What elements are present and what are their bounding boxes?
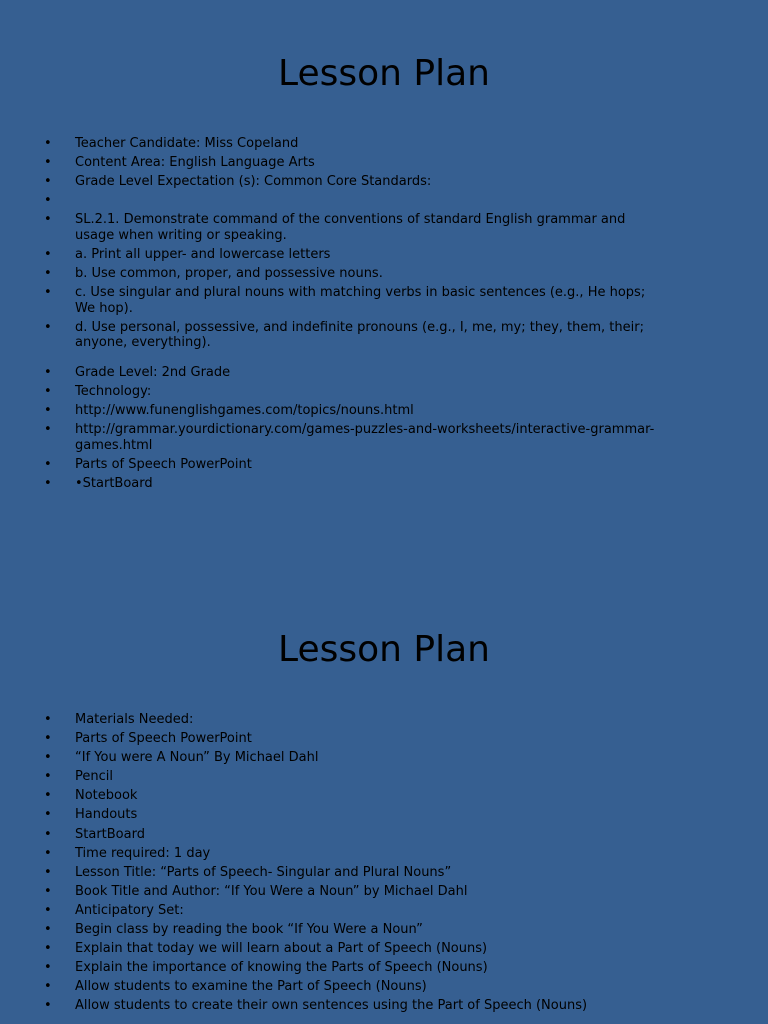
- bullet-list: [0, 136, 665, 495]
- list-item-text: Technology:: [75, 383, 152, 399]
- bullet-icon: •: [44, 212, 52, 228]
- list-item: [0, 212, 665, 243]
- bullet-icon: •: [44, 826, 52, 842]
- bullet-icon: •: [44, 285, 52, 301]
- list-item: [0, 136, 665, 152]
- list-item: [0, 384, 665, 400]
- bullet-icon: •: [44, 422, 52, 438]
- bullet-icon: •: [44, 845, 52, 861]
- bullet-icon: •: [44, 402, 52, 418]
- list-item-text: Begin class by reading the book “If You Were a Noun”: [75, 922, 423, 938]
- slide-2: [0, 576, 768, 1024]
- bullet-icon: •: [44, 960, 52, 976]
- bullet-icon: •: [44, 246, 52, 262]
- list-item: [0, 807, 665, 823]
- list-item-text: Pencil: [75, 769, 113, 785]
- bullet-icon: •: [44, 155, 52, 171]
- list-item-text: Notebook: [75, 788, 138, 804]
- bullet-icon: •: [44, 998, 52, 1014]
- bullet-icon: •: [44, 883, 52, 899]
- bullet-icon: •: [44, 174, 52, 190]
- list-item-text: http://www.funenglishgames.com/topics/nouns.html: [75, 402, 414, 418]
- list-item: [0, 769, 665, 785]
- list-item-text: Anticipatory Set:: [75, 902, 184, 918]
- list-item: [0, 457, 665, 473]
- bullet-icon: •: [44, 383, 52, 399]
- list-item: [0, 403, 665, 419]
- list-item: [0, 960, 665, 976]
- list-item-text: Materials Needed:: [75, 712, 194, 727]
- bullet-icon: •: [44, 266, 52, 282]
- bullet-icon: •: [44, 456, 52, 472]
- list-item-text: d. Use personal, possessive, and indefinite pronouns (e.g., I, me, my; they, them, their; anyone, everything).: [75, 319, 644, 351]
- list-item-text: b. Use common, proper, and possessive nouns.: [75, 266, 383, 282]
- list-item-text: Content Area: English Language Arts: [75, 155, 315, 171]
- bullet-icon: •: [44, 941, 52, 957]
- list-item-text: Parts of Speech PowerPoint: [75, 731, 252, 747]
- bullet-icon: •: [44, 750, 52, 766]
- list-item-text: Teacher Candidate: Miss Copeland: [75, 136, 299, 151]
- list-item: [0, 193, 665, 209]
- list-item-text: “If You were A Noun” By Michael Dahl: [75, 750, 319, 766]
- bullet-icon: •: [44, 136, 52, 151]
- list-item-text: Allow students to create their own sentences using the Part of Speech (Nouns): [75, 998, 588, 1014]
- list-item: [0, 884, 665, 900]
- slide-title: Lesson Plan: [278, 629, 490, 670]
- bullet-icon: •: [44, 769, 52, 785]
- list-item-text: http://grammar.yourdictionary.com/games-puzzles-and-worksheets/interactive-grammar-games.html: [75, 422, 655, 453]
- list-item: [0, 788, 665, 804]
- list-item: [0, 476, 665, 492]
- list-item-text: Explain the importance of knowing the Parts of Speech (Nouns): [75, 960, 488, 976]
- list-item: [0, 365, 665, 381]
- bullet-icon: •: [44, 193, 52, 209]
- bullet-icon: •: [44, 731, 52, 747]
- list-item: [0, 903, 665, 919]
- list-item-text: Time required: 1 day: [75, 845, 211, 861]
- bullet-icon: •: [44, 788, 52, 804]
- list-item: [0, 827, 665, 843]
- list-item: [0, 266, 665, 282]
- bullet-icon: •: [44, 712, 52, 727]
- bullet-icon: •: [44, 922, 52, 938]
- bullet-icon: •: [44, 807, 52, 823]
- list-item-text: StartBoard: [75, 826, 145, 842]
- list-item: [0, 979, 665, 995]
- list-item-text: •StartBoard: [75, 475, 153, 491]
- list-item: [0, 941, 665, 957]
- bullet-icon: •: [44, 979, 52, 995]
- list-item-text: SL.2.1. Demonstrate command of the conventions of standard English grammar and usage when writing or speaking.: [75, 212, 626, 243]
- list-item-text: c. Use singular and plural nouns with matching verbs in basic sentences (e.g., He hops; We hop).: [75, 285, 646, 316]
- list-item: [0, 998, 665, 1014]
- list-item-text: Grade Level: 2nd Grade: [75, 364, 231, 380]
- list-item: [0, 731, 665, 747]
- list-item-text: a. Print all upper- and lowercase letters: [75, 246, 331, 262]
- list-item: [0, 865, 665, 881]
- bullet-icon: •: [44, 902, 52, 918]
- list-item-text: Explain that today we will learn about a Part of Speech (Nouns): [75, 941, 488, 957]
- list-item-text: Book Title and Author: “If You Were a Noun” by Michael Dahl: [75, 883, 468, 899]
- list-item-text: [75, 193, 79, 208]
- list-item: [0, 174, 665, 190]
- bullet-icon: •: [44, 864, 52, 880]
- list-item: [0, 422, 665, 453]
- list-item-text: Grade Level Expectation (s): Common Core Standards:: [75, 174, 432, 190]
- slide-title: Lesson Plan: [278, 53, 490, 94]
- list-item: [0, 750, 665, 766]
- list-item: [0, 155, 665, 171]
- bullet-icon: •: [44, 319, 52, 335]
- bullet-icon: •: [44, 364, 52, 380]
- list-item: [0, 247, 665, 263]
- list-item: [0, 712, 665, 728]
- list-item: [0, 320, 665, 351]
- list-item-text: Parts of Speech PowerPoint: [75, 456, 252, 472]
- list-item: [0, 846, 665, 862]
- bullet-list: [0, 712, 665, 1018]
- list-item-text: Lesson Title: “Parts of Speech- Singular and Plural Nouns”: [75, 864, 452, 880]
- list-item: [0, 285, 665, 316]
- bullet-icon: •: [44, 475, 52, 491]
- list-item-text: Allow students to examine the Part of Speech (Nouns): [75, 979, 427, 995]
- list-item-text: Handouts: [75, 807, 138, 823]
- list-item: [0, 922, 665, 938]
